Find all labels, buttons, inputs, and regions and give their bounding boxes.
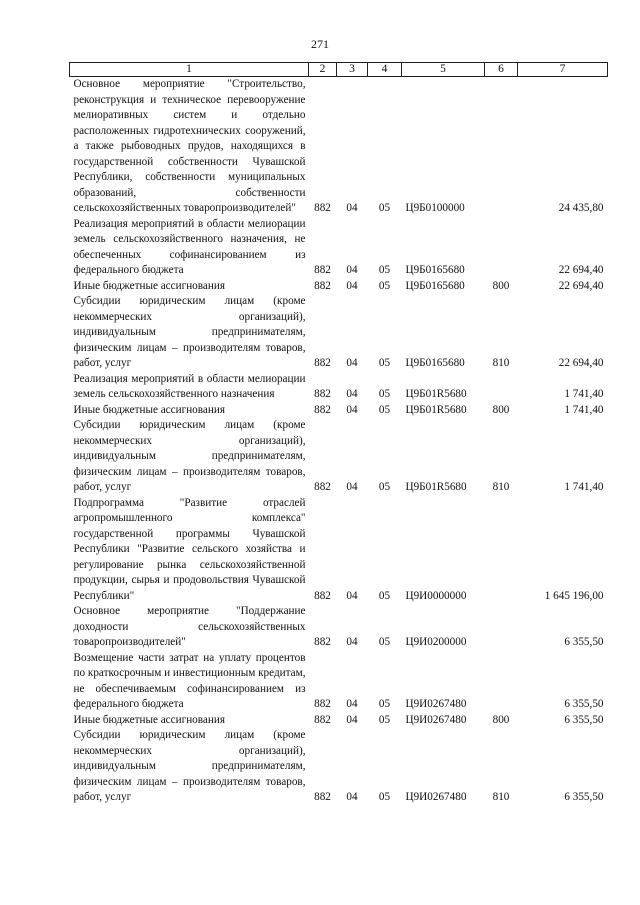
row-rz: 04 [346, 589, 358, 602]
row-amount: 22 694,40 [558, 264, 604, 276]
row-rz: 04 [346, 791, 358, 803]
row-pr: 05 [378, 481, 391, 493]
column-header-csr: 5 [402, 63, 485, 77]
row-gr: 882 [314, 403, 331, 416]
row-name: Реализация мероприятий в области мелиорации земель сельскохозяйственного назначения, не обеспеченных софинансированием из федерального бюджета [73, 217, 306, 276]
table-row [70, 496, 608, 605]
row-csr: Ц9Б01R5680 [405, 481, 467, 493]
row-csr: Ц9И0267480 [405, 791, 467, 803]
row-gr: 882 [314, 636, 331, 648]
row-rz: 04 [346, 357, 358, 369]
row-vr: 800 [492, 403, 510, 416]
row-name: Иные бюджетные ассигнования [73, 279, 225, 292]
row-csr: Ц9И0267480 [405, 698, 467, 710]
row-gr: 882 [314, 279, 331, 292]
page-number: 271 [311, 37, 329, 51]
row-gr: 882 [314, 713, 331, 726]
row-rz: 04 [346, 636, 358, 648]
row-name: Субсидии юридическим лицам (кроме некоммерческих организаций), индивидуальным предпринимателям, физическим лицам – производителям товаров, работ, услуг [73, 419, 306, 493]
row-vr [485, 651, 518, 713]
row-csr: Ц9Б01R5680 [405, 388, 467, 400]
row-pr: 05 [378, 357, 391, 369]
row-csr: Ц9И0200000 [405, 636, 467, 648]
budget-table [69, 62, 608, 806]
row-rz: 04 [346, 403, 358, 416]
row-vr: 810 [492, 481, 510, 493]
row-csr: Ц9И0267480 [405, 713, 467, 726]
row-amount: 1 645 196,00 [544, 589, 604, 602]
row-rz: 04 [346, 698, 358, 710]
table-row [70, 279, 608, 295]
row-pr: 05 [378, 713, 391, 726]
row-amount: 6 355,50 [564, 636, 604, 648]
table-row [70, 604, 608, 651]
row-name: Подпрограмма "Развитие отраслей агропромышленного комплекса" государственной программы Чувашской Республики "Развитие сельского хозяйства и регулирование рынка сельскохозяйственной продукции, сырья и продовольствия Чувашской Республики" [73, 496, 306, 602]
row-gr: 882 [314, 357, 331, 369]
row-name: Иные бюджетные ассигнования [73, 403, 225, 416]
row-vr [485, 77, 518, 217]
row-csr: Ц9Б0165680 [405, 279, 465, 292]
row-pr: 05 [378, 264, 391, 276]
row-name: Основное мероприятие "Поддержание доходности сельскохозяйственных товаропроизводителей" [73, 605, 306, 648]
row-gr: 882 [314, 791, 331, 803]
table-row [70, 77, 608, 217]
table-row [70, 418, 608, 496]
row-pr: 05 [378, 202, 391, 214]
row-gr: 882 [314, 589, 331, 602]
row-gr: 882 [314, 388, 331, 400]
table-header-row [70, 63, 608, 77]
row-amount: 1 741,40 [564, 481, 604, 493]
row-csr: Ц9Б0165680 [405, 264, 465, 276]
row-pr: 05 [378, 403, 391, 416]
row-name: Субсидии юридическим лицам (кроме некоммерческих организаций), индивидуальным предпринимателям, физическим лицам – производителям товаров, работ, услуг [73, 729, 306, 803]
table-row [70, 728, 608, 806]
row-name: Реализация мероприятий в области мелиорации земель сельскохозяйственного назначения [73, 372, 306, 400]
row-gr: 882 [314, 202, 331, 214]
column-header-pr: 4 [368, 63, 402, 77]
row-pr: 05 [378, 388, 391, 400]
table-row [70, 713, 608, 729]
row-vr [485, 496, 518, 605]
row-vr: 810 [492, 791, 510, 803]
table-row [70, 651, 608, 713]
row-name: Возмещение части затрат на уплату процентов по краткосрочным и инвестиционным кредитам, не обеспечиваемым софинансированием из федерального бюджета [73, 651, 306, 710]
row-amount: 22 694,40 [558, 357, 604, 369]
row-amount: 6 355,50 [564, 791, 604, 803]
row-pr: 05 [378, 589, 391, 602]
row-pr: 05 [378, 279, 391, 292]
row-pr: 05 [378, 636, 391, 648]
row-vr [485, 217, 518, 279]
row-vr [485, 372, 518, 403]
column-header-rz: 3 [337, 63, 368, 77]
row-name: Субсидии юридическим лицам (кроме некоммерческих организаций), индивидуальным предпринимателям, физическим лицам – производителям товаров, работ, услуг [73, 295, 306, 369]
row-rz: 04 [346, 279, 358, 292]
row-vr [485, 604, 518, 651]
row-csr: Ц9Б0165680 [405, 357, 465, 369]
row-amount: 6 355,50 [564, 713, 604, 726]
row-pr: 05 [378, 791, 391, 803]
table-row [70, 403, 608, 419]
column-header-gr: 2 [309, 63, 337, 77]
row-rz: 04 [346, 202, 358, 214]
row-pr: 05 [378, 698, 391, 710]
row-rz: 04 [346, 713, 358, 726]
row-csr: Ц9И0000000 [405, 589, 467, 602]
row-name: Иные бюджетные ассигнования [73, 713, 225, 726]
table-row [70, 217, 608, 279]
column-header-vr: 6 [485, 63, 518, 77]
row-csr: Ц9Б01R5680 [405, 403, 467, 416]
row-csr: Ц9Б0100000 [405, 202, 465, 214]
row-rz: 04 [346, 481, 358, 493]
row-vr: 810 [492, 357, 510, 369]
row-amount: 24 435,80 [558, 202, 604, 214]
row-amount: 22 694,40 [558, 279, 604, 292]
row-amount: 6 355,50 [564, 698, 604, 710]
row-rz: 04 [346, 388, 358, 400]
row-vr: 800 [492, 713, 510, 726]
row-gr: 882 [314, 264, 331, 276]
row-rz: 04 [346, 264, 358, 276]
table-row [70, 372, 608, 403]
row-vr: 800 [492, 279, 510, 292]
row-name: Основное мероприятие "Строительство, реконструкция и техническое перевооружение мелиоративных систем и отдельно расположенных гидротехнических сооружений, а также рыбоводных прудов, находящихся в государственной собственности Чувашской Республики, собственности муниципальных образований, собственности сельскохозяйственных товаропроизводителей" [73, 78, 306, 214]
column-header-name: 1 [70, 63, 309, 77]
column-header-amount: 7 [518, 63, 608, 77]
row-amount: 1 741,40 [564, 388, 604, 400]
row-gr: 882 [314, 481, 331, 493]
row-amount: 1 741,40 [564, 403, 604, 416]
table-row [70, 294, 608, 372]
row-gr: 882 [314, 698, 331, 710]
